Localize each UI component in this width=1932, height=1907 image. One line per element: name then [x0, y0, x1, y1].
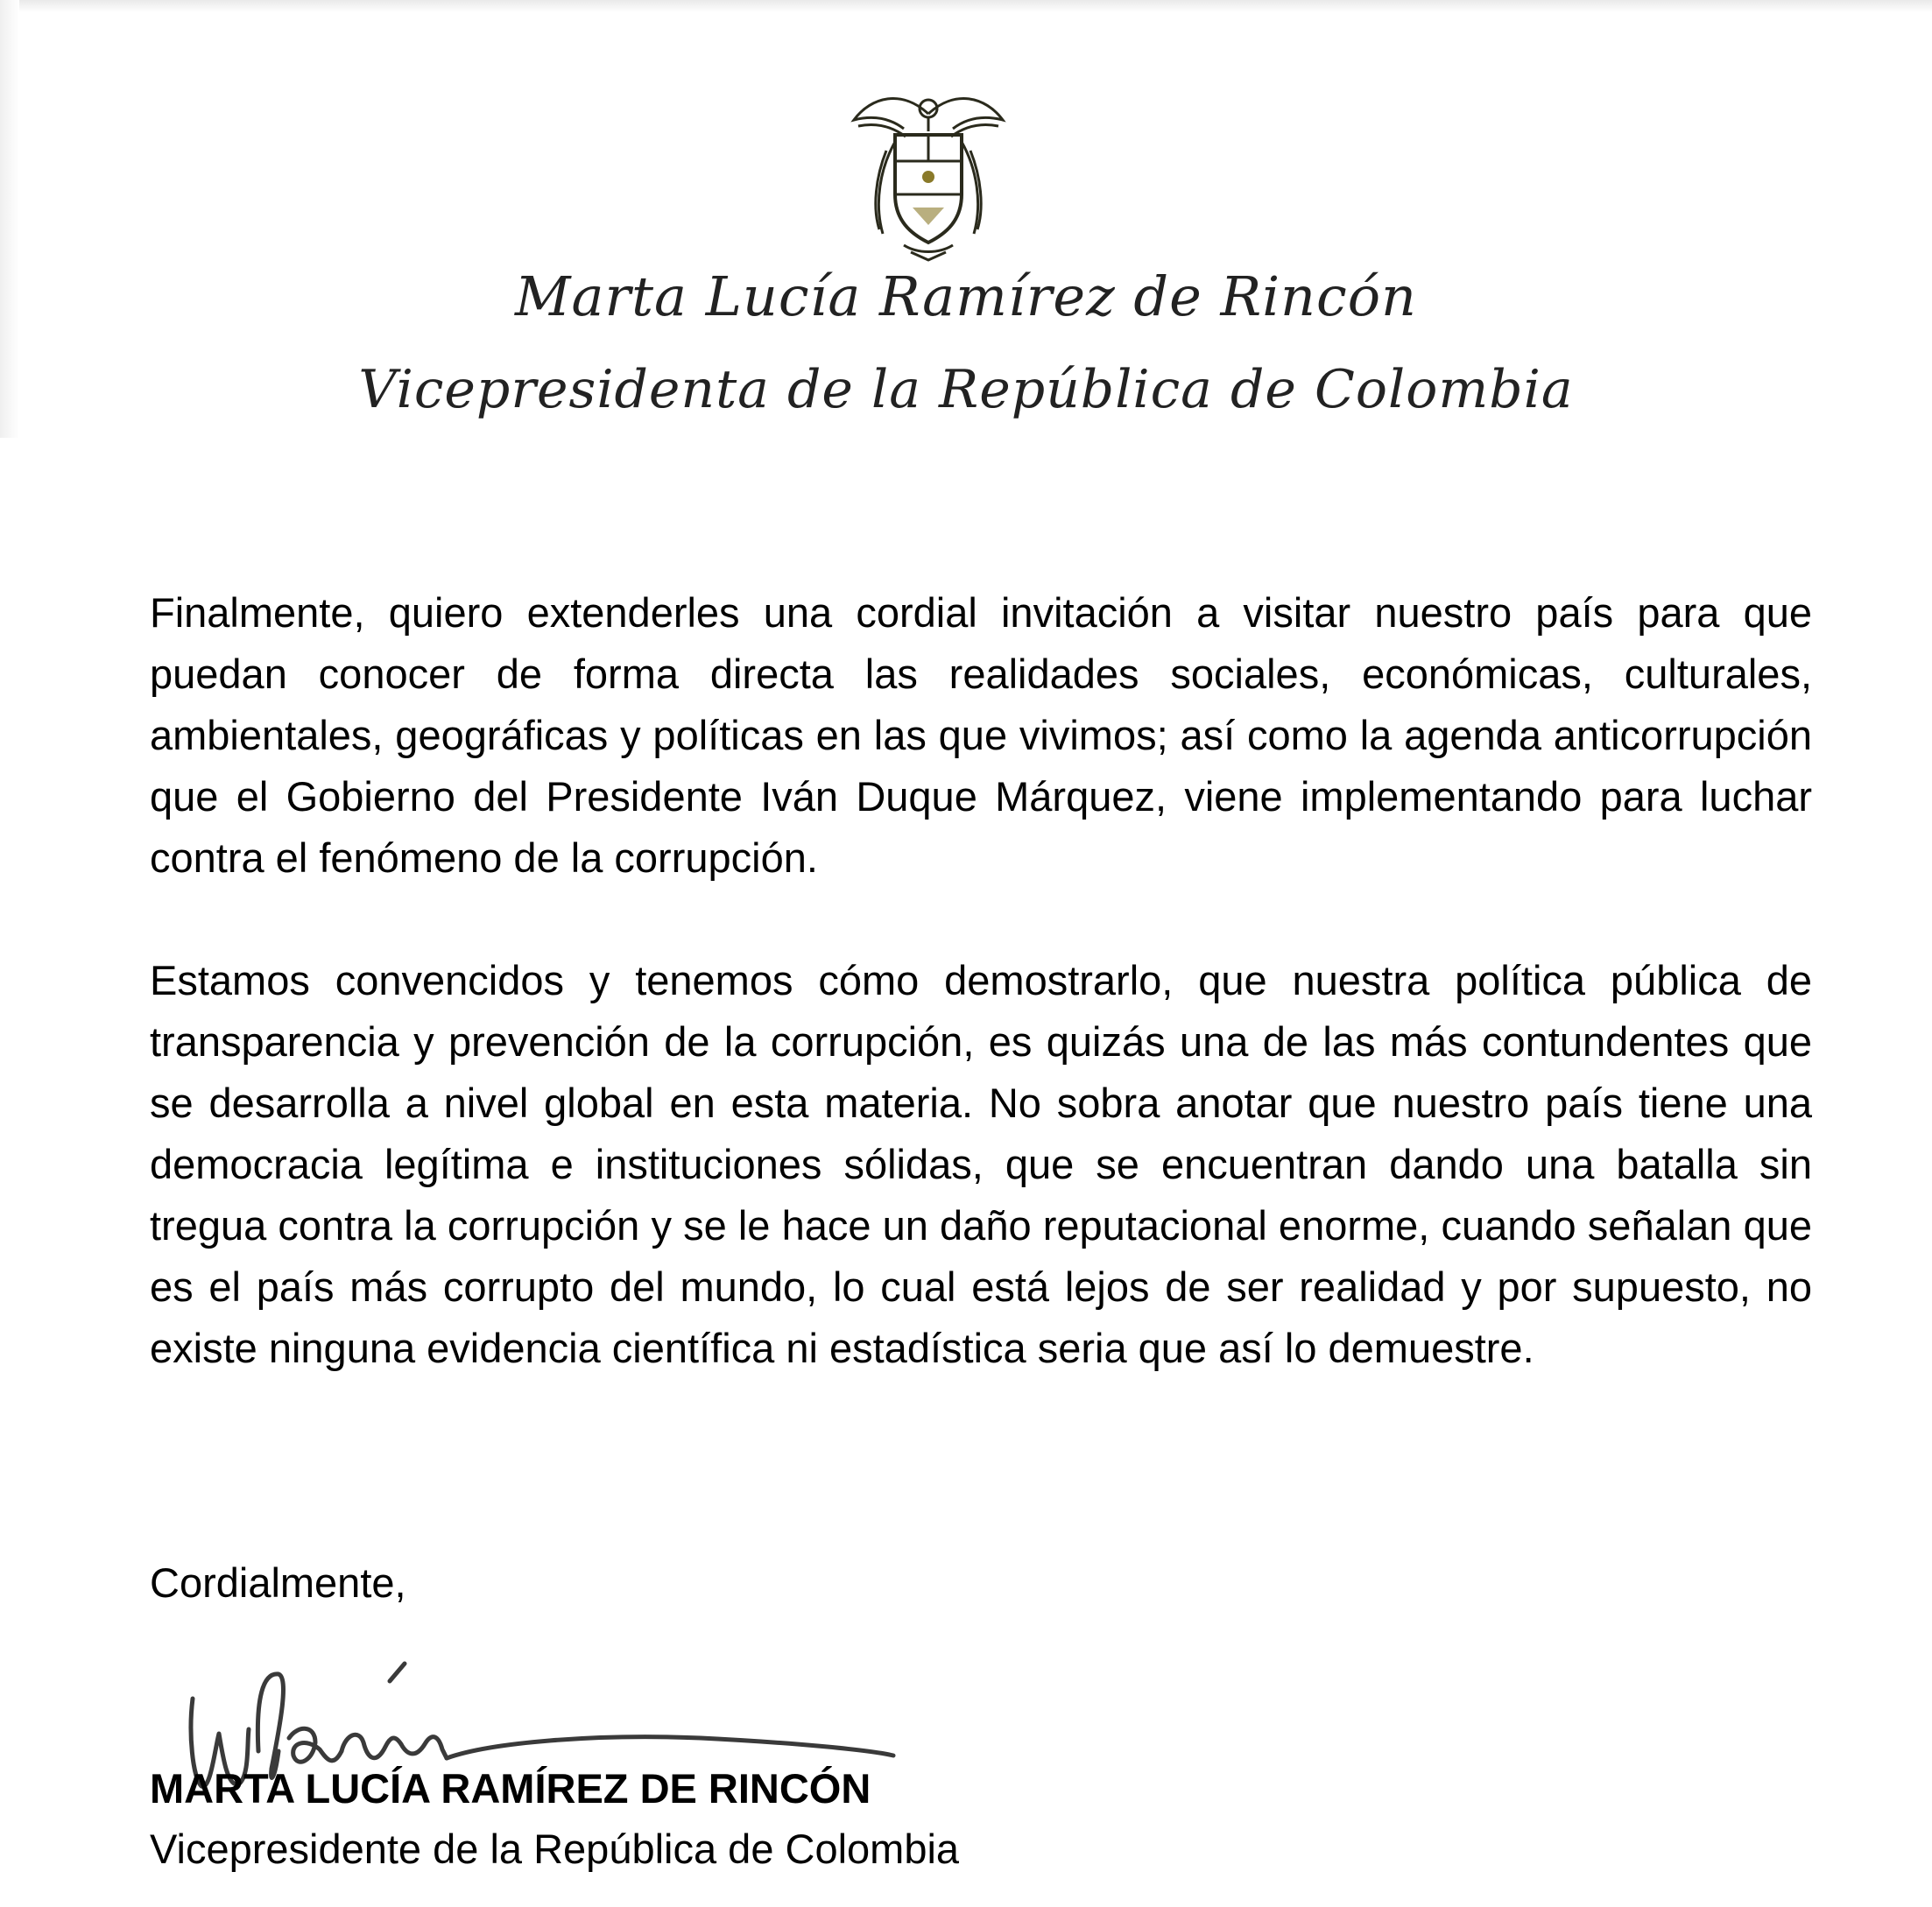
body-paragraph-1: Finalmente, quiero extenderles una cordial invitación a visitar nuestro país para que puedan conocer de forma directa las realidades sociales, económicas, culturales, ambientales, geográficas y políticas en las que vivimos; así como la agenda anticorrupción que el Gobierno del Presidente Iván Duque Márquez, viene implementando para luchar contra el fenómeno de la corrupción. [150, 589, 1812, 881]
letterhead-name: Marta Lucía Ramírez de Rincón [515, 264, 1417, 328]
colombia-coat-of-arms-icon [841, 81, 1016, 264]
page-top-shadow [0, 0, 1932, 12]
closing-salutation: Cordialmente, [150, 1559, 406, 1606]
letterhead-title: Vicepresidenta de la República de Colombia [358, 359, 1574, 420]
signer-title: Vicepresidente de la República de Colombia [150, 1826, 960, 1872]
body-paragraph-2: Estamos convencidos y tenemos cómo demostrarlo, que nuestra política pública de transparencia y prevención de la corrupción, es quizás una de las más contundentes que se desarrolla a nivel global en esta materia. No sobra anotar que nuestro país tiene una democracia legítima e instituciones sólidas, que se encuentran dando una batalla sin tregua contra la corrupción y se le hace un daño reputacional enorme, cuando señalan que es el país más corrupto del mundo, lo cual está lejos de ser realidad y por supuesto, no existe ninguna evidencia científica ni estadística seria que así lo demuestre. [150, 957, 1812, 1371]
signer-name: MARTA LUCÍA RAMÍREZ DE RINCÓN [150, 1765, 871, 1812]
